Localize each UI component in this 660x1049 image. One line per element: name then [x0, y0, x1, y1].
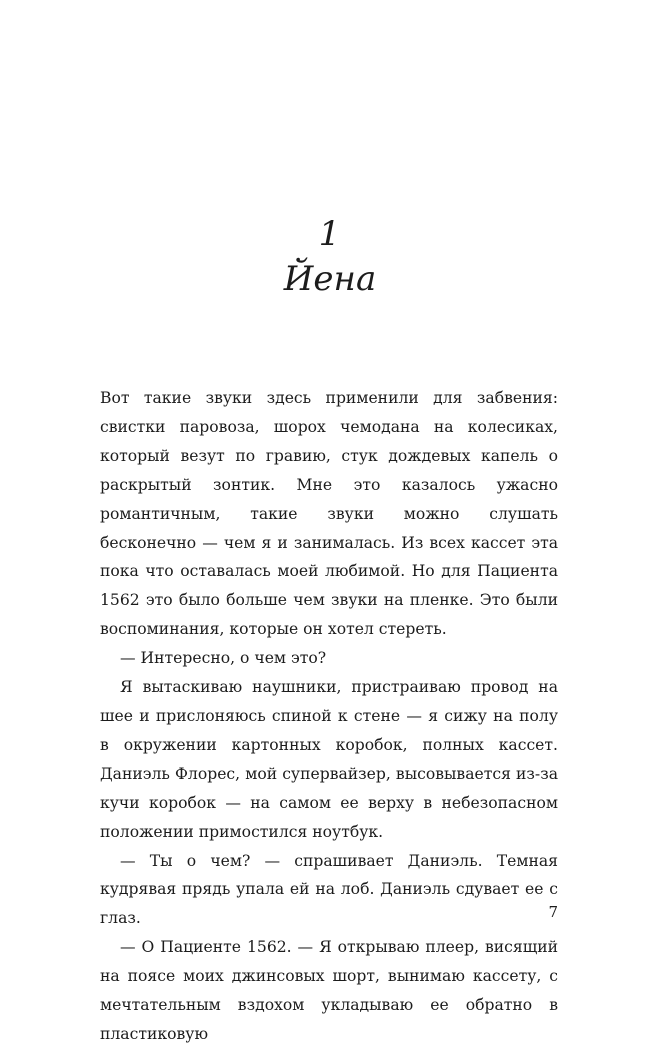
paragraph: Вот такие звуки здесь применили для забвения: свистки паровоза, шорох чемодана на колесиках, который везут по гравию, стук дождевых капель о раскрытый зонтик. Мне это казалось ужасно романтичным, такие звуки можно слушать бесконечно — чем я и занималась. Из всех кассет эта пока что оставалась моей любимой. Но для Пациента 1562 это было больше чем звуки на пленке. Это были воспоминания, которые он хотел стереть. [100, 389, 558, 639]
paragraph: Я вытаскиваю наушники, пристраиваю провод на шее и прислоняюсь спиной к стене — я сижу на полу в окружении картонных коробок, полных кассет. Даниэль Флорес, мой супервайзер, высовывается из-за кучи коробок — на самом ее верху в небезопасном положении примостился ноутбук. [100, 678, 558, 841]
paragraph: — О Пациенте 1562. — Я открываю плеер, висящий на поясе моих джинсовых шорт, вынимаю кассету, с мечтательным вздохом укладываю ее обратно в пластиковую [100, 938, 558, 1043]
page-number: 7 [548, 903, 558, 921]
paragraph: — Ты о чем? — спрашивает Даниэль. Темная кудрявая прядь упала ей на лоб. Даниэль сдувает ее с глаз. [100, 851, 558, 928]
chapter-number: 1 [318, 214, 342, 254]
paragraph: — Интересно, о чем это? [120, 649, 327, 668]
body-text [100, 384, 558, 1049]
chapter-title: Йена [283, 259, 377, 299]
